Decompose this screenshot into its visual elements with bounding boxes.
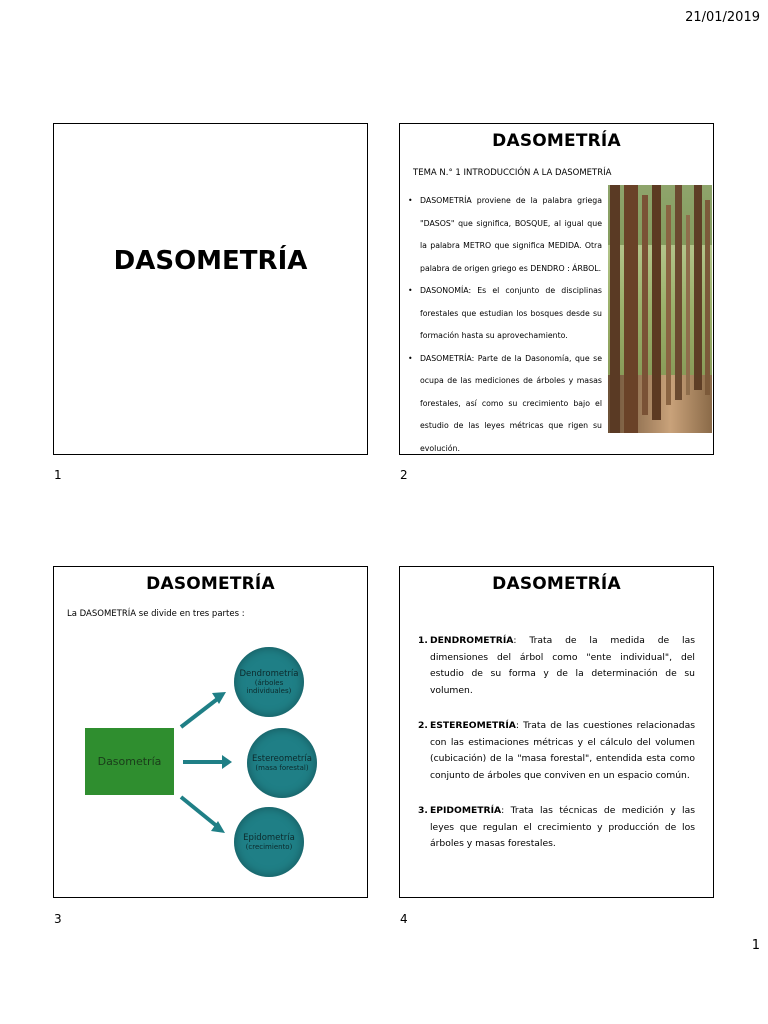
slide-4-list xyxy=(418,633,695,872)
print-date: 21/01/2019 xyxy=(685,10,760,25)
slide-2 xyxy=(399,123,714,455)
slide-3 xyxy=(53,566,368,898)
slide-1-title: DASOMETRÍA xyxy=(113,246,308,276)
bullet-item: • DASONOMÍA: Es el conjunto de disciplinas forestales que estudian los bosques desde su formación hasta su aprovechamiento. xyxy=(408,280,602,348)
slide-number-1: 1 xyxy=(54,468,62,482)
branch-sub: (árboles individuales) xyxy=(246,679,292,695)
item-text: : Trata de la medida de las dimensiones del árbol como "ente individual", del estudio de su forma y de la determinación de su volumen. xyxy=(430,635,695,696)
item-text: : Trata de las cuestiones relacionadas con las estimaciones métricas y el cálculo del volumen (cubicación) de la "masa forestal", entendida esta como conjunto de árboles que conviven en un espacio común. xyxy=(430,720,695,781)
item-term: EPIDOMETRÍA xyxy=(430,805,502,816)
branch-sub: (crecimiento) xyxy=(245,843,293,851)
diagram-branch-epidometria xyxy=(234,807,304,877)
diagram-branch-dendrometria xyxy=(234,647,304,717)
item-number: 2. xyxy=(418,720,428,731)
slide-1 xyxy=(53,123,368,455)
slide-2-topic: TEMA N.° 1 INTRODUCCIÓN A LA DASOMETRÍA xyxy=(413,168,612,178)
list-item xyxy=(418,803,695,853)
slide-number-2: 2 xyxy=(400,468,408,482)
slide-3-title: DASOMETRÍA xyxy=(146,574,275,594)
bullet-item: • DASOMETRÍA proviene de la palabra griega "DASOS" que significa, BOSQUE, al igual que la palabra METRO que significa MEDIDA. Otra palabra de origen griego es DENDRO : ÁRBOL. xyxy=(408,190,602,280)
branch-label: Estereometría xyxy=(251,754,312,764)
forest-photo xyxy=(608,185,712,433)
list-item xyxy=(418,633,695,699)
item-text: : Trata las técnicas de medición y las leyes que regulan el crecimiento y producción de los árboles y masas forestales. xyxy=(430,805,695,849)
item-number: 1. xyxy=(418,635,428,646)
branch-label: Dendrometría xyxy=(239,669,299,679)
slide-4-title: DASOMETRÍA xyxy=(492,574,621,594)
item-term: ESTEREOMETRÍA xyxy=(430,720,516,731)
item-number: 3. xyxy=(418,805,428,816)
bullet-item: • DASOMETRÍA: Parte de la Dasonomía, que se ocupa de las mediciones de árboles y masas forestales, así como su crecimiento bajo el estudio de las leyes métricas que rigen su evolución. xyxy=(408,348,602,461)
slide-number-4: 4 xyxy=(400,912,408,926)
diagram-root-label: Dasometría xyxy=(97,755,162,768)
slide-2-title: DASOMETRÍA xyxy=(492,131,621,151)
slide-2-bullets xyxy=(408,190,602,460)
branch-sub: (masa forestal) xyxy=(255,764,309,772)
slide-number-3: 3 xyxy=(54,912,62,926)
branch-label: Epidometría xyxy=(243,833,295,843)
page-number: 1 xyxy=(751,938,760,953)
list-item xyxy=(418,718,695,784)
item-term: DENDROMETRÍA xyxy=(430,635,514,646)
slide-3-intro: La DASOMETRÍA se divide en tres partes : xyxy=(67,609,245,619)
slide-4 xyxy=(399,566,714,898)
diagram-branch-estereometria xyxy=(247,728,317,798)
diagram-root-node xyxy=(85,728,174,795)
